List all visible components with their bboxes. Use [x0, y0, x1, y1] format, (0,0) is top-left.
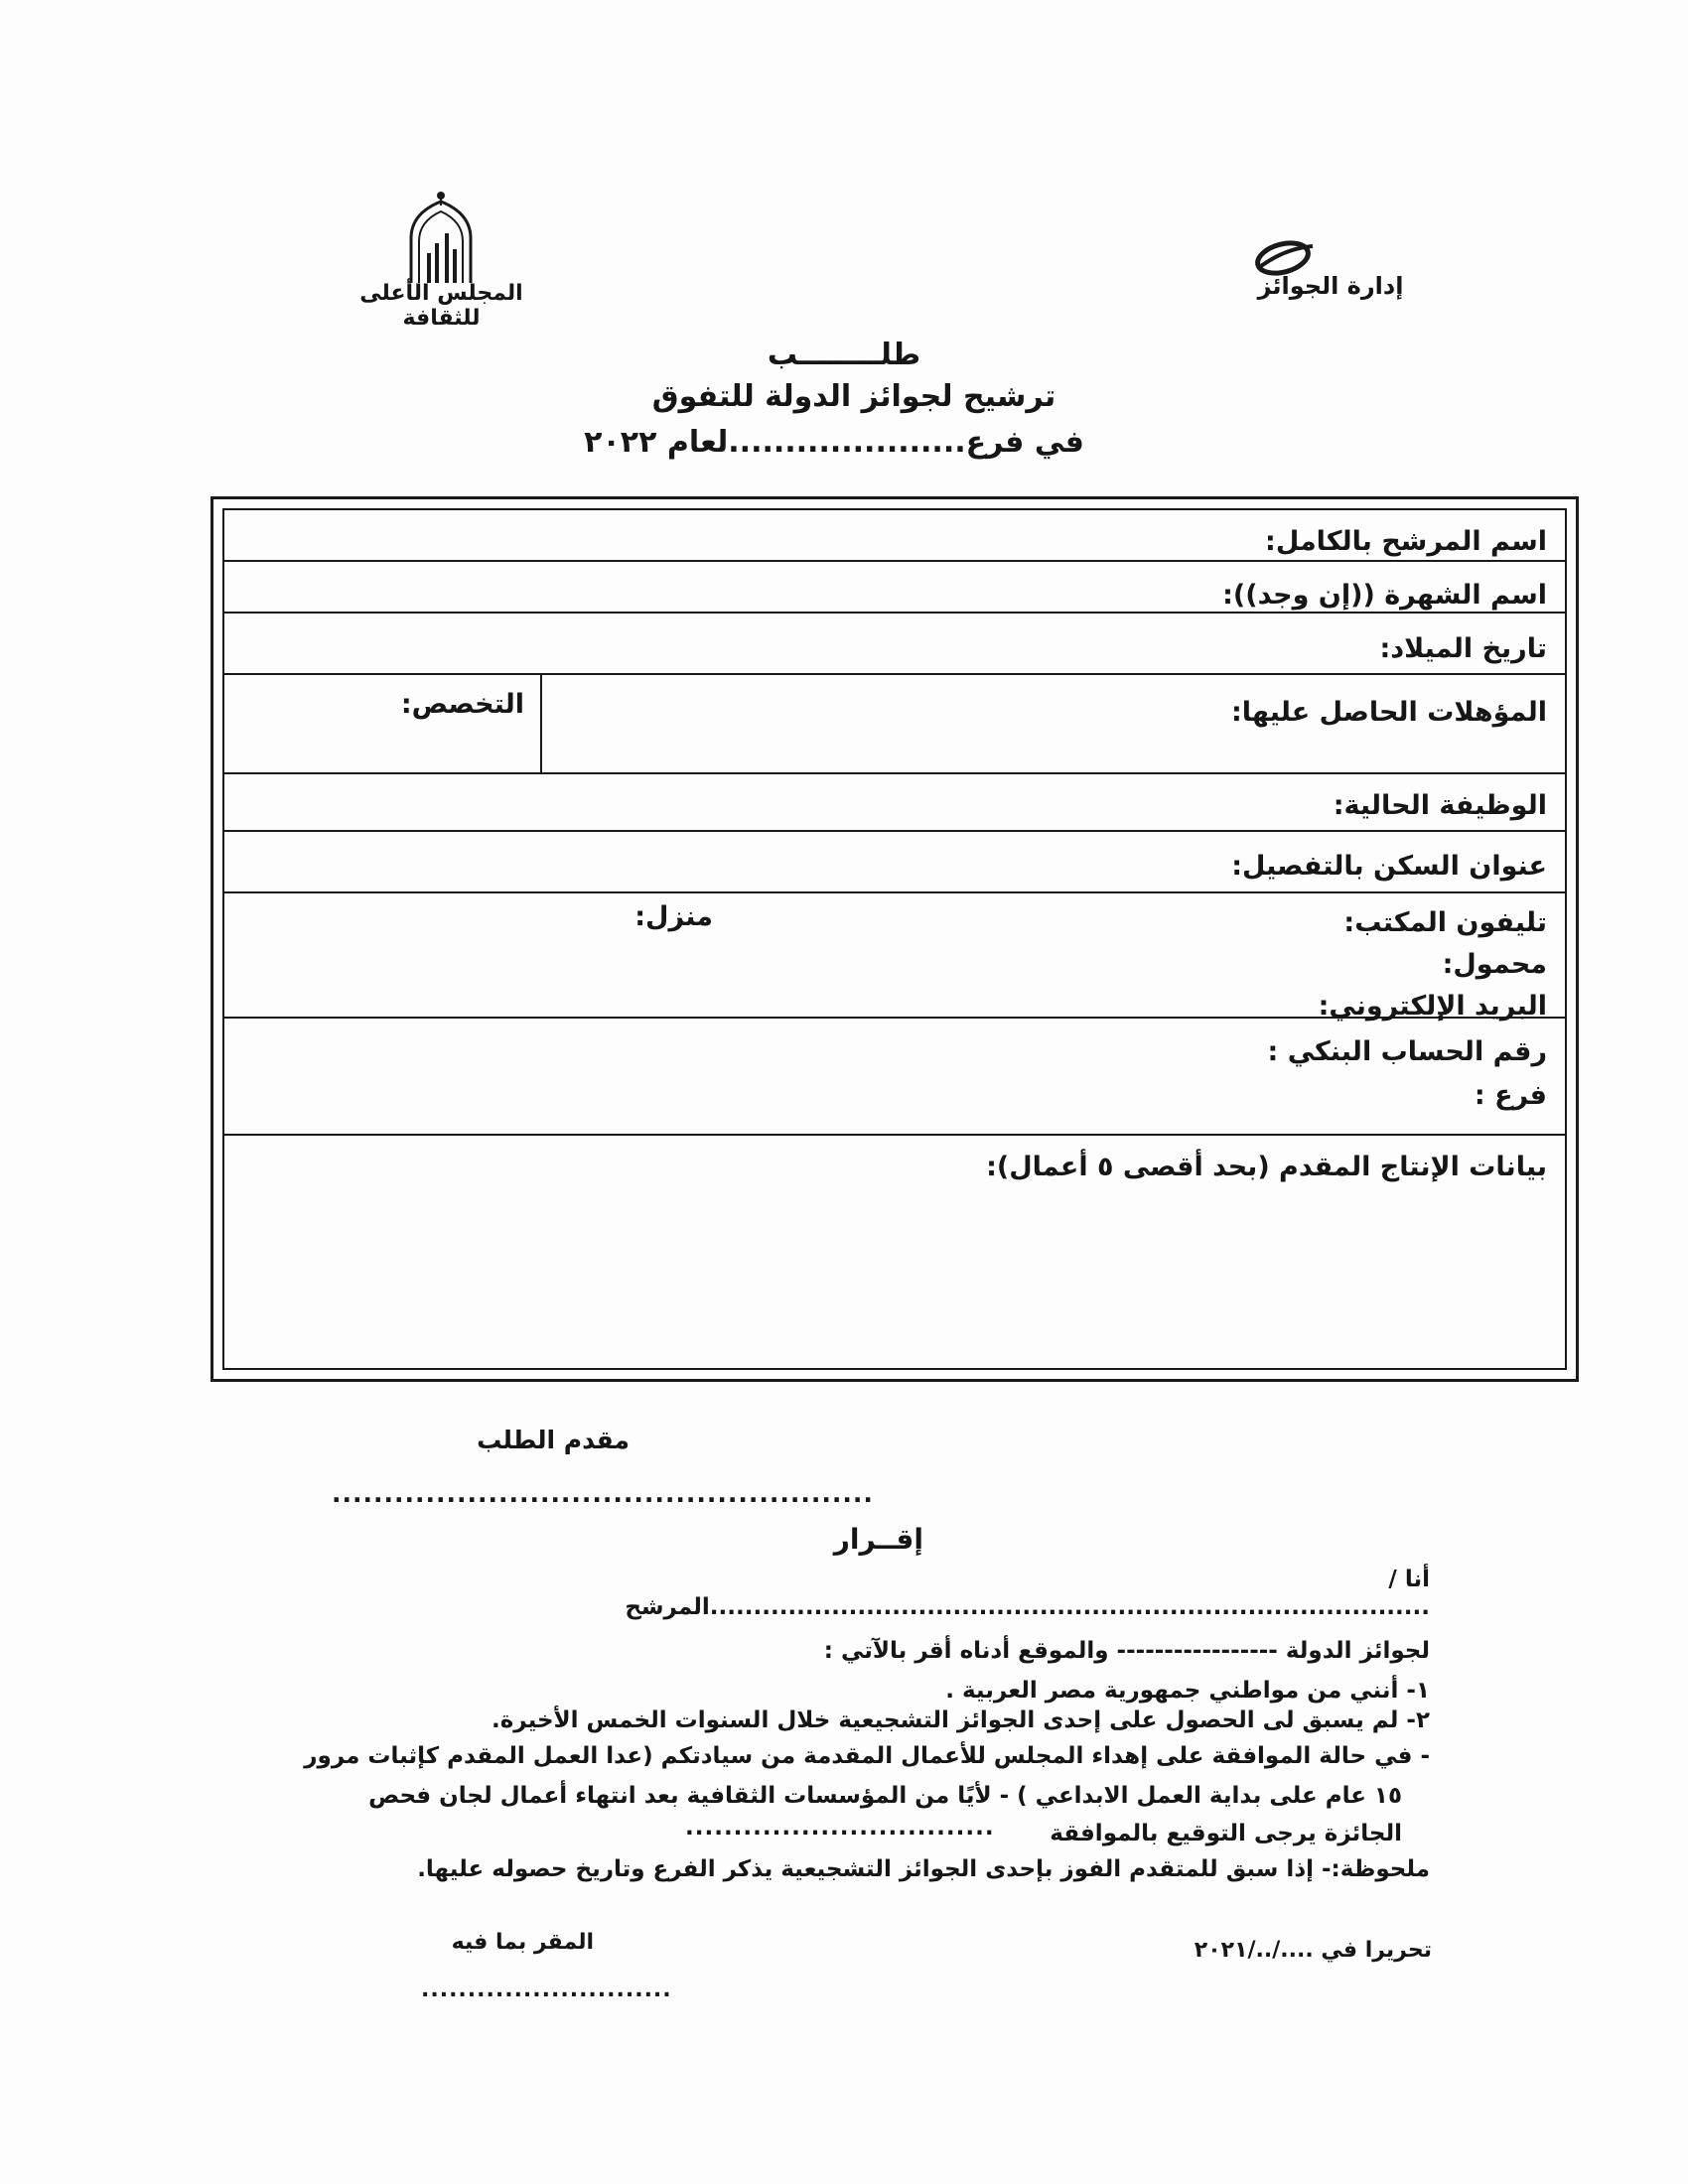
birth-date-label: تاريخ الميلاد: [1379, 633, 1547, 664]
form-title: طلــــــــب [767, 338, 921, 372]
declaration-title: إقــرار [833, 1523, 923, 1556]
supreme-council-logo [350, 184, 533, 331]
bank-account-label: رقم الحساب البنكي : [1267, 1036, 1547, 1067]
address-label: عنوان السكن بالتفصيل: [1231, 851, 1547, 882]
applicant-signature-line: .................................................... [332, 1479, 874, 1508]
declaration-note: ملحوظة:- إذا سبق للمتقدم الفوز بإحدى الجوائز التشجيعية يذكر الفرع وتاريخ حصوله عليها. [417, 1856, 1430, 1882]
qualifications-label: المؤهلات الحاصل عليها: [1230, 697, 1547, 728]
mobile-label: محمول: [1442, 949, 1547, 980]
declaration-item-2: ٢- لم يسبق لى الحصول على إحدى الجوائز التشجيعية خلال السنوات الخمس الأخيرة. [491, 1707, 1430, 1733]
full-name-label: اسم المرشح بالكامل: [1265, 526, 1547, 557]
form-table [222, 508, 1567, 1370]
declaration-ana: أنا / [1388, 1567, 1430, 1592]
dome-icon [350, 184, 533, 283]
current-job-label: الوظيفة الحالية: [1333, 790, 1547, 821]
applicant-label: مقدم الطلب [477, 1426, 630, 1454]
consent-signature-line: ................................ [685, 1815, 995, 1841]
written-on-date: تحريرا في ..../../٢٠٢١ [1194, 1938, 1432, 1963]
declaration-item-3-line-1: - في حالة الموافقة على إهداء المجلس للأعمال المقدمة من سيادتكم (عدا العمل المقدم كإثبات مرور [304, 1743, 1430, 1769]
office-phone-label: تليفون المكتب: [1343, 907, 1547, 938]
awards-department-logo [1231, 238, 1430, 308]
supreme-council-logo-text: المجلس الأعلى للثقافة [359, 281, 523, 331]
declarant-signature-line: ........................... [421, 1978, 672, 2002]
declaration-item-3-line-2: ١٥ عام على بداية العمل الابداعي ) - لأيًا من المؤسسات الثقافية بعد انتهاء أعمال لجان فحص [368, 1783, 1402, 1809]
specialization-label: التخصص: [400, 689, 524, 720]
home-phone-label: منزل: [634, 901, 713, 932]
form-subtitle: ترشيح لجوائز الدولة للتفوق [651, 379, 1056, 414]
fame-name-label: اسم الشهرة ((إن وجد)): [1222, 580, 1547, 611]
declaration-item-1: ١- أنني من مواطني جمهورية مصر العربية . [945, 1678, 1430, 1704]
awards-department-logo-text: إدارة الجوائز [1257, 272, 1404, 300]
declaration-intro: لجوائز الدولة ----------------- والموقع أدناه أقر بالآتي : [823, 1638, 1430, 1664]
form-branch-year: في فرع.....................لعام ٢٠٢٢ [584, 425, 1084, 460]
declarant-label: المقر بما فيه [451, 1930, 594, 1955]
email-label: البريد الإلكتروني: [1318, 991, 1547, 1022]
declaration-item-3-line-3: الجائزة يرجى التوقيع بالموافقة [1050, 1821, 1402, 1846]
production-label: بيانات الإنتاج المقدم (بحد أقصى ٥ أعمال): [986, 1152, 1547, 1182]
nominee-line: ...................................................................................المرشح [625, 1594, 1430, 1620]
branch-label: فرع : [1474, 1080, 1547, 1111]
